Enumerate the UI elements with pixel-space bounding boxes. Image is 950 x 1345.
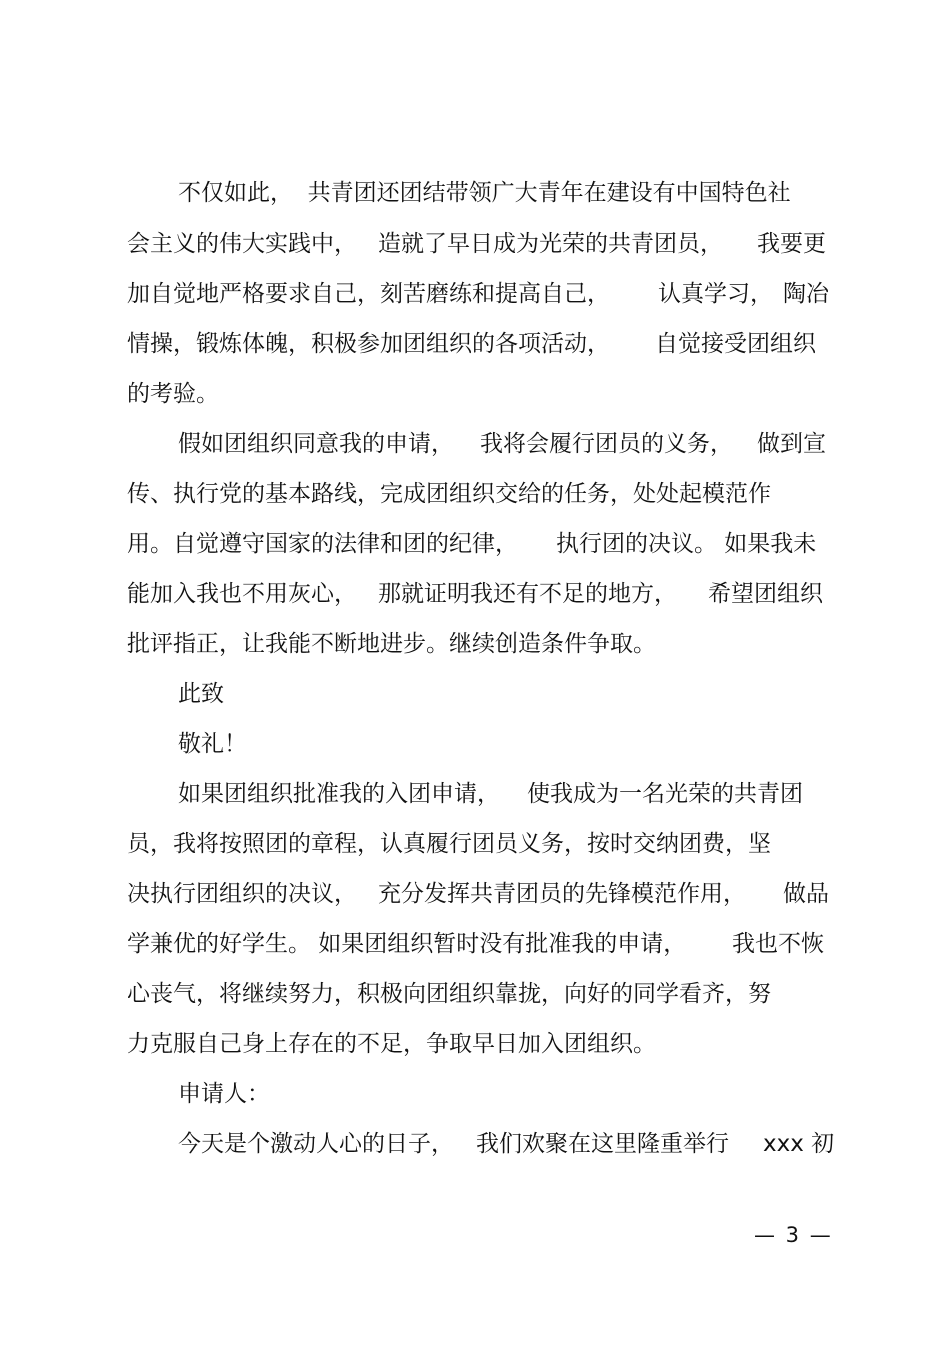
text-segment: 如果团组织批准我的入团申请， xyxy=(178,781,500,807)
text-segment: 充分发挥共青团员的先锋模范作用， xyxy=(378,881,746,907)
text-line xyxy=(0,927,950,961)
text-segment: 员，我将按照团的章程，认真履行团员义务，按时交纳团费，坚 xyxy=(127,831,771,857)
text-segment: 我也不恢 xyxy=(732,931,824,957)
text-segment: 今天是个激动人心的日子， xyxy=(178,1131,454,1157)
text-segment: 我要更 xyxy=(757,231,826,257)
text-segment: 认真学习， xyxy=(658,281,773,307)
text-line xyxy=(0,427,950,461)
text-segment: 决执行团组织的决议， xyxy=(127,881,357,907)
text-segment: 批评指正，让我能不断地进步。继续创造条件争取。 xyxy=(127,631,656,657)
text-line xyxy=(0,977,950,1011)
text-segment: 此致 xyxy=(178,681,224,707)
page-number: — 3 — xyxy=(754,1223,833,1247)
text-segment: 的考验。 xyxy=(127,381,219,407)
text-segment: 学兼优的好学生。 如果团组织暂时没有批准我的申请， xyxy=(127,931,687,957)
text-line xyxy=(0,577,950,611)
text-segment: 加自觉地严格要求自己，刻苦磨练和提高自己， xyxy=(127,281,610,307)
text-segment: 执行团的决议。 如果我未 xyxy=(556,531,817,557)
text-line xyxy=(0,176,950,210)
text-segment: 使我成为一名光荣的共青团 xyxy=(527,781,803,807)
text-line xyxy=(0,327,950,361)
text-line xyxy=(0,877,950,911)
text-line xyxy=(0,777,950,811)
text-segment: xxx 初 xyxy=(763,1131,835,1157)
text-segment: 力克服自己身上存在的不足，争取早日加入团组织。 xyxy=(127,1031,656,1057)
text-line xyxy=(0,827,950,861)
text-segment: 我们欢聚在这里隆重举行 xyxy=(476,1131,729,1157)
text-segment: 陶冶 xyxy=(783,281,829,307)
text-segment: 做品 xyxy=(783,881,829,907)
text-segment: 传、执行党的基本路线，完成团组织交给的任务，处处起模范作 xyxy=(127,481,771,507)
text-segment: 心丧气，将继续努力，积极向团组织靠拢，向好的同学看齐，努 xyxy=(127,981,771,1007)
text-line xyxy=(0,1127,950,1161)
text-segment: 敬礼！ xyxy=(178,731,247,757)
text-line xyxy=(0,527,950,561)
text-line xyxy=(0,627,950,661)
text-segment: 希望团组织 xyxy=(708,581,823,607)
text-segment: 那就证明我还有不足的地方， xyxy=(378,581,677,607)
text-line xyxy=(0,1077,950,1111)
text-line xyxy=(0,227,950,261)
text-segment: 能加入我也不用灰心， xyxy=(127,581,357,607)
text-segment: 自觉接受团组织 xyxy=(655,331,816,357)
text-line xyxy=(0,377,950,411)
text-segment: 会主义的伟大实践中， xyxy=(127,231,357,257)
text-line xyxy=(0,277,950,311)
text-segment: 申请人： xyxy=(178,1081,270,1107)
text-segment: 造就了早日成为光荣的共青团员， xyxy=(378,231,723,257)
text-line xyxy=(0,477,950,511)
text-segment: 不仅如此， 共青团还团结带领广大青年在建设有中国特色社 xyxy=(178,180,791,206)
text-line xyxy=(0,1027,950,1061)
text-segment: 假如团组织同意我的申请， xyxy=(178,431,454,457)
text-segment: 我将会履行团员的义务， xyxy=(480,431,733,457)
text-segment: 做到宣 xyxy=(757,431,826,457)
text-segment: 情操，锻炼体魄，积极参加团组织的各项活动， xyxy=(127,331,610,357)
text-line xyxy=(0,677,950,711)
text-segment: 用。自觉遵守国家的法律和团的纪律， xyxy=(127,531,518,557)
text-line xyxy=(0,727,950,761)
